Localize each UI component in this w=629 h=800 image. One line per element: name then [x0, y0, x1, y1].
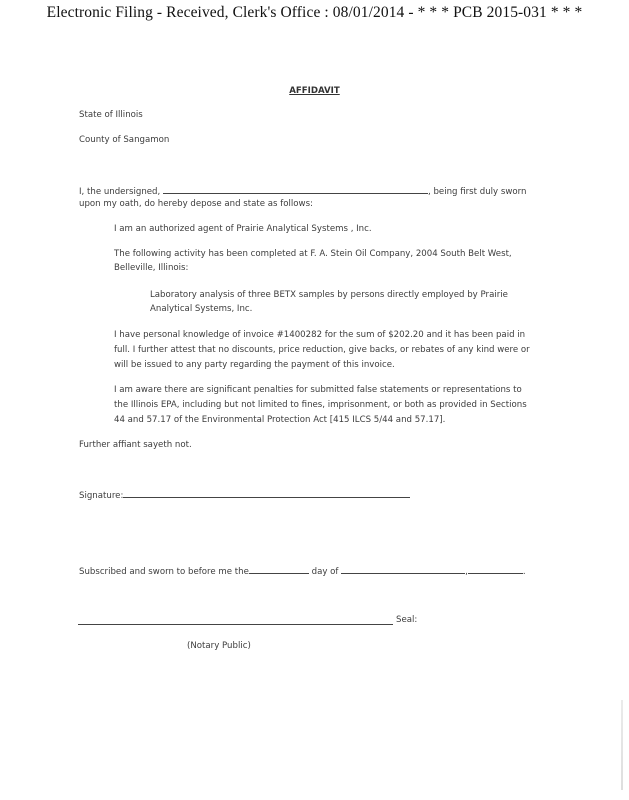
penalty-line-2: the Illinois EPA, including but not limited to fines, imprisonment, or both as provided in Sections [114, 400, 527, 410]
activity-line-2: Belleville, Illinois: [114, 263, 189, 273]
date-comma: , [465, 567, 468, 577]
seal-label: Seal: [396, 615, 418, 625]
lab-analysis-line-1: Laboratory analysis of three BETX samples by persons directly employed by Prairie [150, 290, 508, 300]
intro-prefix: I, the undersigned, [79, 187, 161, 197]
venue-state: State of Illinois [79, 110, 143, 120]
signature-blank[interactable] [123, 489, 410, 498]
invoice-line-1: I have personal knowledge of invoice #1400282 for the sum of $202.20 and it has been paid in [114, 330, 526, 340]
activity-line-1: The following activity has been completed at F. A. Stein Oil Company, 2004 South Belt West, [114, 249, 512, 259]
intro-suffix: , being first duly sworn [427, 187, 527, 197]
filing-stamp-header: Electronic Filing - Received, Clerk's Office : 08/01/2014 - * * * PCB 2015-031 * * * [46, 4, 583, 21]
agent-statement: I am an authorized agent of Prairie Analytical Systems , Inc. [114, 224, 372, 234]
scan-artifact [621, 700, 623, 790]
further-affiant-statement: Further affiant sayeth not. [79, 440, 192, 450]
penalty-line-1: I am aware there are significant penalties for submitted false statements or representations to [114, 385, 522, 395]
month-blank[interactable] [341, 565, 465, 574]
day-of-label: day of [311, 567, 339, 577]
venue-county: County of Sangamon [79, 135, 170, 145]
notary-public-label: (Notary Public) [187, 641, 251, 651]
signature-label: Signature: [79, 491, 124, 501]
invoice-line-3: will be issued to any party regarding the payment of this invoice. [114, 360, 395, 370]
subscribed-line [79, 565, 526, 578]
subscribed-prefix: Subscribed and sworn to before me the [79, 567, 249, 577]
intro-line-1 [79, 185, 526, 198]
day-blank[interactable] [249, 565, 309, 574]
invoice-line-2: full. I further attest that no discounts, price reduction, give backs, or rebates of any kind were or [114, 345, 530, 355]
affiant-name-blank[interactable] [163, 185, 428, 194]
year-blank[interactable] [468, 565, 523, 574]
date-period: . [522, 567, 526, 577]
signature-line [79, 489, 410, 502]
lab-analysis-line-2: Analytical Systems, Inc. [150, 304, 253, 314]
document-title: AFFIDAVIT [289, 86, 340, 96]
intro-line-2: upon my oath, do hereby depose and state as follows: [79, 199, 313, 209]
notary-signature-rule[interactable] [78, 624, 393, 625]
penalty-line-3: 44 and 57.17 of the Environmental Protection Act [415 ILCS 5/44 and 57.17]. [114, 415, 446, 425]
